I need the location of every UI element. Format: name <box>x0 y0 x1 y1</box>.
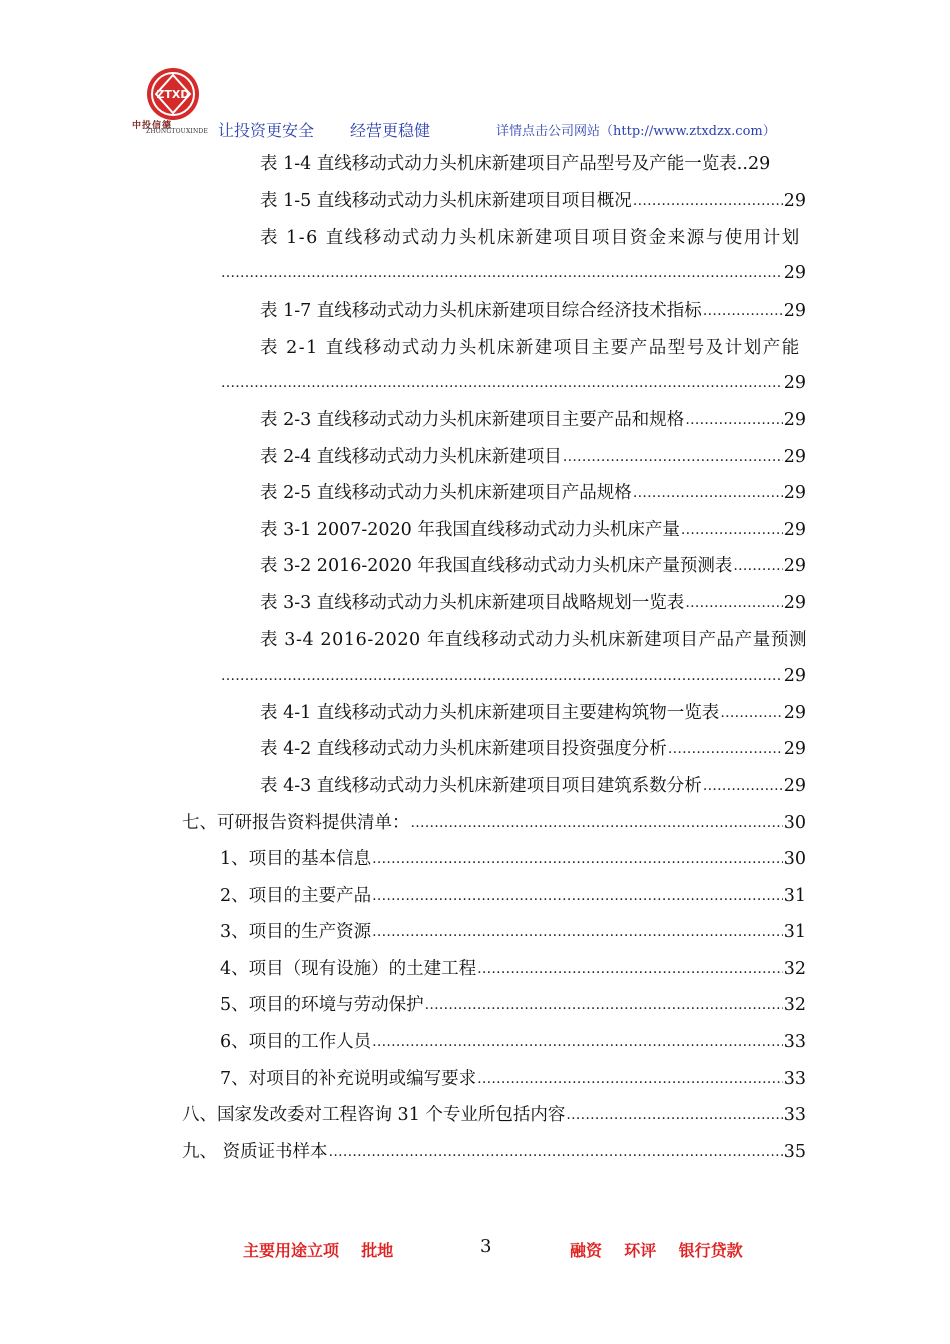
toc-entry-title: 八、国家发改委对工程咨询 31 个专业所包括内容 <box>182 1105 566 1125</box>
slogan-stable-operation: 经营更稳健 <box>350 121 431 140</box>
logo-brand: 中投信德 <box>132 121 173 131</box>
toc-entry[interactable] <box>260 474 806 504</box>
toc-entry-page: 29 <box>783 263 806 283</box>
toc-entry-title: 5、项目的环境与劳动保护 <box>220 995 424 1015</box>
toc-entry-page: 29 <box>783 483 806 503</box>
toc-entry-title: 表 3-1 2007-2020 年我国直线移动式动力头机床产量 <box>260 520 680 540</box>
toc-entry-page: 30 <box>783 849 806 869</box>
toc-entry-title: 4、项目（现有设施）的土建工程 <box>220 959 477 979</box>
toc-entry[interactable] <box>220 1060 806 1090</box>
logo-subtitle: ZHONGTOUXINDE <box>146 128 209 135</box>
toc-leader-dots <box>668 738 783 760</box>
toc-leader-dots <box>703 775 783 797</box>
toc-entry[interactable] <box>260 730 806 760</box>
toc-entry[interactable] <box>220 913 806 943</box>
toc-entry-title[interactable]: 表 1-6 直线移动式动力头机床新建项目项目资金来源与使用计划 <box>260 228 801 248</box>
toc-entry-page: 31 <box>783 886 806 906</box>
toc-entry[interactable] <box>220 986 806 1016</box>
toc-leader-dots <box>477 958 783 980</box>
toc-entry-title: 3、项目的生产资源 <box>220 922 372 942</box>
toc-entry-title: 表 1-7 直线移动式动力头机床新建项目综合经济技术指标 <box>260 301 702 321</box>
toc-leader-dots <box>563 446 783 468</box>
toc-entry-page: 31 <box>783 922 806 942</box>
toc-entry[interactable] <box>260 767 806 797</box>
toc-entry-title: 表 3-2 2016-2020 年我国直线移动式动力头机床产量预测表 <box>260 556 733 576</box>
toc-entry[interactable] <box>260 694 806 724</box>
toc-entry-title: 七、可研报告资料提供清单： <box>182 813 410 833</box>
toc-entry-page: 29 <box>783 447 806 467</box>
logo-text: ZTXD <box>156 88 190 101</box>
toc-entry[interactable] <box>220 950 806 980</box>
toc-entry-title: 6、项目的工作人员 <box>220 1032 372 1052</box>
company-website[interactable]: 详情点击公司网站（http://www.ztxdzx.com） <box>496 124 776 139</box>
toc-entry-title: 表 4-2 直线移动式动力头机床新建项目投资强度分析 <box>260 739 667 759</box>
toc-entry[interactable] <box>182 1096 806 1126</box>
toc-entry-page: 29 <box>783 593 806 613</box>
toc-entry-title: 2、项目的主要产品 <box>220 886 372 906</box>
toc-entry-title[interactable]: 表 2-1 直线移动式动力头机床新建项目主要产品型号及计划产能 <box>260 338 801 358</box>
toc-leader-dots <box>685 409 782 431</box>
toc-leader-dots <box>372 848 783 870</box>
footer-right-tagline: 融资 环评 银行贷款 <box>570 1241 743 1260</box>
toc-entry[interactable] <box>260 182 806 212</box>
toc-leader-dots <box>329 1141 783 1163</box>
toc-entry[interactable] <box>260 547 806 577</box>
toc-entry-title: 表 2-3 直线移动式动力头机床新建项目主要产品和规格 <box>260 410 685 430</box>
toc-entry-page: 33 <box>783 1032 806 1052</box>
toc-leader-dots <box>221 665 783 687</box>
toc-entry[interactable] <box>182 804 806 834</box>
toc-leader-dots <box>566 1104 782 1126</box>
toc-entry-page: 35 <box>783 1142 806 1162</box>
toc-entry-page: 30 <box>783 813 806 833</box>
toc-leader-dots <box>372 1031 783 1053</box>
toc-entry-page: 29 <box>783 410 806 430</box>
toc-leader-dots <box>372 885 783 907</box>
toc-entry-page: 29 <box>783 703 806 723</box>
toc-entry-title: 九、 资质证书样本 <box>182 1142 328 1162</box>
toc-leader-dots <box>685 592 782 614</box>
toc-entry-page: 29 <box>783 191 806 211</box>
slogan-safe-investment: 让投资更安全 <box>218 121 315 140</box>
toc-entry-title: 表 1-5 直线移动式动力头机床新建项目项目概况 <box>260 191 632 211</box>
toc-entry-title: 表 4-1 直线移动式动力头机床新建项目主要建构筑物一览表 <box>260 703 720 723</box>
toc-entry-page: 29 <box>783 666 806 686</box>
toc-leader-dots <box>221 262 783 284</box>
toc-leader-dots <box>411 812 783 834</box>
toc-entry-page: 29 <box>783 739 806 759</box>
toc-entry-page: 29 <box>783 776 806 796</box>
toc-entry-title: 7、对项目的补充说明或编写要求 <box>220 1069 477 1089</box>
toc-entry-title: 1、项目的基本信息 <box>220 849 372 869</box>
toc-entry[interactable] <box>182 1133 806 1163</box>
toc-entry-title: 表 2-5 直线移动式动力头机床新建项目产品规格 <box>260 483 632 503</box>
toc-entry-page: 29 <box>783 301 806 321</box>
toc-entry[interactable] <box>220 364 806 394</box>
toc-entry-page: 29 <box>783 520 806 540</box>
toc-entry-page: 29 <box>783 373 806 393</box>
toc-entry-page: 33 <box>783 1069 806 1089</box>
toc-leader-dots <box>703 300 783 322</box>
toc-leader-dots <box>681 519 783 541</box>
toc-entry-page: 29 <box>783 556 806 576</box>
toc-entry-page: 33 <box>783 1105 806 1125</box>
toc-leader-dots <box>425 994 783 1016</box>
toc-entry[interactable] <box>220 877 806 907</box>
toc-leader-dots <box>720 702 782 724</box>
toc-entry[interactable] <box>260 145 806 175</box>
toc-entry-title[interactable]: 表 3-4 2016-2020 年直线移动式动力头机床新建项目产品产量预测 <box>260 630 808 650</box>
toc-leader-dots <box>221 372 783 394</box>
toc-entry[interactable] <box>260 292 806 322</box>
toc-entry[interactable] <box>260 584 806 614</box>
toc-entry[interactable] <box>220 840 806 870</box>
toc-entry-page: 32 <box>783 959 806 979</box>
toc-entry[interactable] <box>220 254 806 284</box>
toc-entry[interactable] <box>220 657 806 687</box>
page-number: 3 <box>480 1236 492 1257</box>
toc-entry-title: 表 3-3 直线移动式动力头机床新建项目战略规划一览表 <box>260 593 685 613</box>
toc-leader-dots <box>633 482 783 504</box>
toc-leader-dots <box>477 1068 783 1090</box>
toc-leader-dots <box>633 190 783 212</box>
toc-entry-page: 32 <box>783 995 806 1015</box>
toc-entry[interactable] <box>220 1023 806 1053</box>
toc-entry-title: 表 4-3 直线移动式动力头机床新建项目项目建筑系数分析 <box>260 776 702 796</box>
footer-left-tagline: 主要用途立项 批地 <box>243 1241 394 1260</box>
toc-entry[interactable] <box>260 438 806 468</box>
toc-leader-dots <box>372 921 783 943</box>
toc-entry[interactable] <box>260 401 806 431</box>
toc-leader-dots <box>733 555 782 577</box>
toc-entry[interactable] <box>260 511 806 541</box>
toc-entry-title: 表 1-4 直线移动式动力头机床新建项目产品型号及产能一览表.. <box>260 154 748 174</box>
toc-entry-page: 29 <box>747 154 771 174</box>
toc-entry-title: 表 2-4 直线移动式动力头机床新建项目 <box>260 447 562 467</box>
